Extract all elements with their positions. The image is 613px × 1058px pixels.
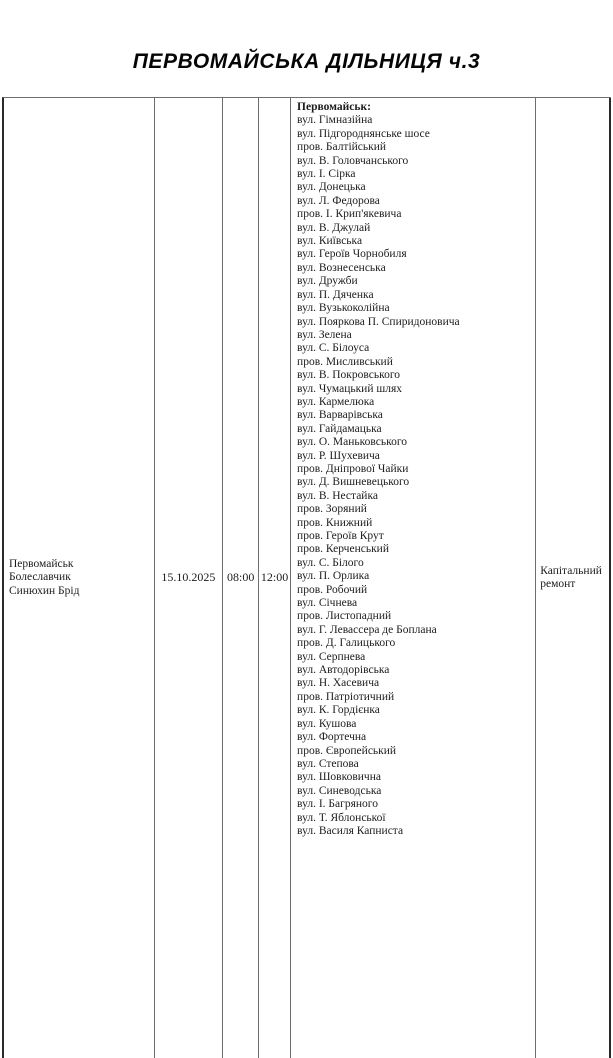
street-item: вул. Вознесенська (297, 261, 386, 274)
street-item: вул. О. Маньковського (297, 436, 407, 449)
street-item: вул. І. Сірка (297, 168, 356, 181)
table-row (4, 98, 611, 1058)
street-item: вул. Г. Левассера де Боплана (297, 623, 437, 636)
street-item: пров. Робочий (297, 583, 368, 596)
street-item: вул. Дружби (297, 275, 358, 288)
street-item: вул. С. Білого (297, 556, 364, 569)
street-item: вул. Синеводська (297, 784, 382, 797)
street-item: пров. Дніпрової Чайки (297, 462, 409, 475)
locations-cell (4, 98, 155, 1058)
street-item: вул. Фортечна (297, 731, 367, 744)
street-item: вул. Шовковична (297, 771, 381, 784)
outage-schedule-table (2, 97, 611, 1058)
street-item: пров. І. Крип'якевича (297, 208, 402, 221)
time-end: 12:00 (260, 570, 289, 585)
repair-type: Капітальний ремонт (540, 564, 602, 590)
street-item: вул. Д. Вишневецького (297, 476, 410, 489)
street-item: вул. Степова (297, 757, 359, 770)
location-name: Первомайськ (9, 557, 74, 570)
streets-list (297, 114, 533, 838)
street-item: пров. Балтійський (297, 141, 387, 154)
street-item: вул. Чумацький шлях (297, 382, 402, 395)
street-item: пров. Книжний (297, 516, 373, 529)
street-item: пров. Європейський (297, 744, 397, 757)
street-item: вул. Гайдамацька (297, 422, 382, 435)
street-item: вул. Варварівська (297, 409, 383, 422)
street-item: вул. К. Гордієнка (297, 704, 380, 717)
street-item: вул. Л. Федорова (297, 194, 380, 207)
page-title: ПЕРВОМАЙСЬКА ДІЛЬНИЦЯ ч.3 (132, 50, 481, 73)
street-item: вул. Кармелюка (297, 395, 375, 408)
street-item: вул. Серпнева (297, 650, 366, 663)
repair-type-cell (536, 98, 611, 1058)
time-start: 08:00 (227, 570, 255, 585)
streets-city-header: Первомайськ: (297, 101, 371, 113)
street-item: пров. Д. Галицького (297, 637, 396, 650)
street-item: вул. Р. Шухевича (297, 449, 380, 462)
outage-date: 15.10.2025 (161, 570, 216, 585)
street-item: вул. Пояркова П. Спиридоновича (297, 315, 460, 328)
street-item: пров. Патріотичний (297, 690, 395, 703)
street-item: пров. Героїв Крут (297, 530, 384, 542)
street-item: вул. Вузькоколійна (297, 302, 390, 315)
street-item: вул. І. Багряного (297, 798, 378, 811)
time-start-cell (223, 98, 259, 1058)
street-item: пров. Мисливський (297, 355, 393, 368)
street-item: вул. В. Джулай (297, 221, 371, 234)
street-item: вул. Т. Яблонської (297, 811, 386, 824)
street-item: вул. В. Нестайка (297, 489, 378, 502)
street-item: вул. В. Головчанського (297, 154, 409, 167)
street-item: вул. С. Білоуса (297, 342, 370, 355)
street-item: вул. Донецька (297, 181, 366, 194)
street-item: вул. Автодорівська (297, 664, 390, 677)
street-item: вул. В. Покровського (297, 369, 401, 382)
street-item: вул. Гімназійна (297, 114, 373, 127)
date-cell (155, 98, 224, 1058)
location-name: Болеславчик (9, 571, 71, 584)
street-item: вул. П. Орлика (297, 570, 370, 583)
street-item: вул. Василя Капниста (297, 824, 404, 837)
location-name: Синюхин Брід (9, 584, 80, 597)
street-item: вул. П. Дяченка (297, 288, 374, 301)
streets-cell (291, 98, 536, 1058)
street-item: вул. Січнева (297, 597, 358, 610)
time-end-cell (259, 98, 291, 1058)
street-item: вул. Підгороднянське шосе (297, 127, 430, 140)
street-item: пров. Зоряний (297, 503, 367, 516)
street-item: вул. Зелена (297, 328, 352, 341)
street-item: вул. Кушова (297, 717, 357, 730)
street-item: вул. Н. Хасевича (297, 677, 380, 690)
street-item: пров. Керченський (297, 543, 389, 556)
street-item: пров. Листопадний (297, 610, 392, 623)
street-item: вул. Героїв Чорнобиля (297, 248, 407, 261)
street-item: вул. Київська (297, 235, 363, 248)
